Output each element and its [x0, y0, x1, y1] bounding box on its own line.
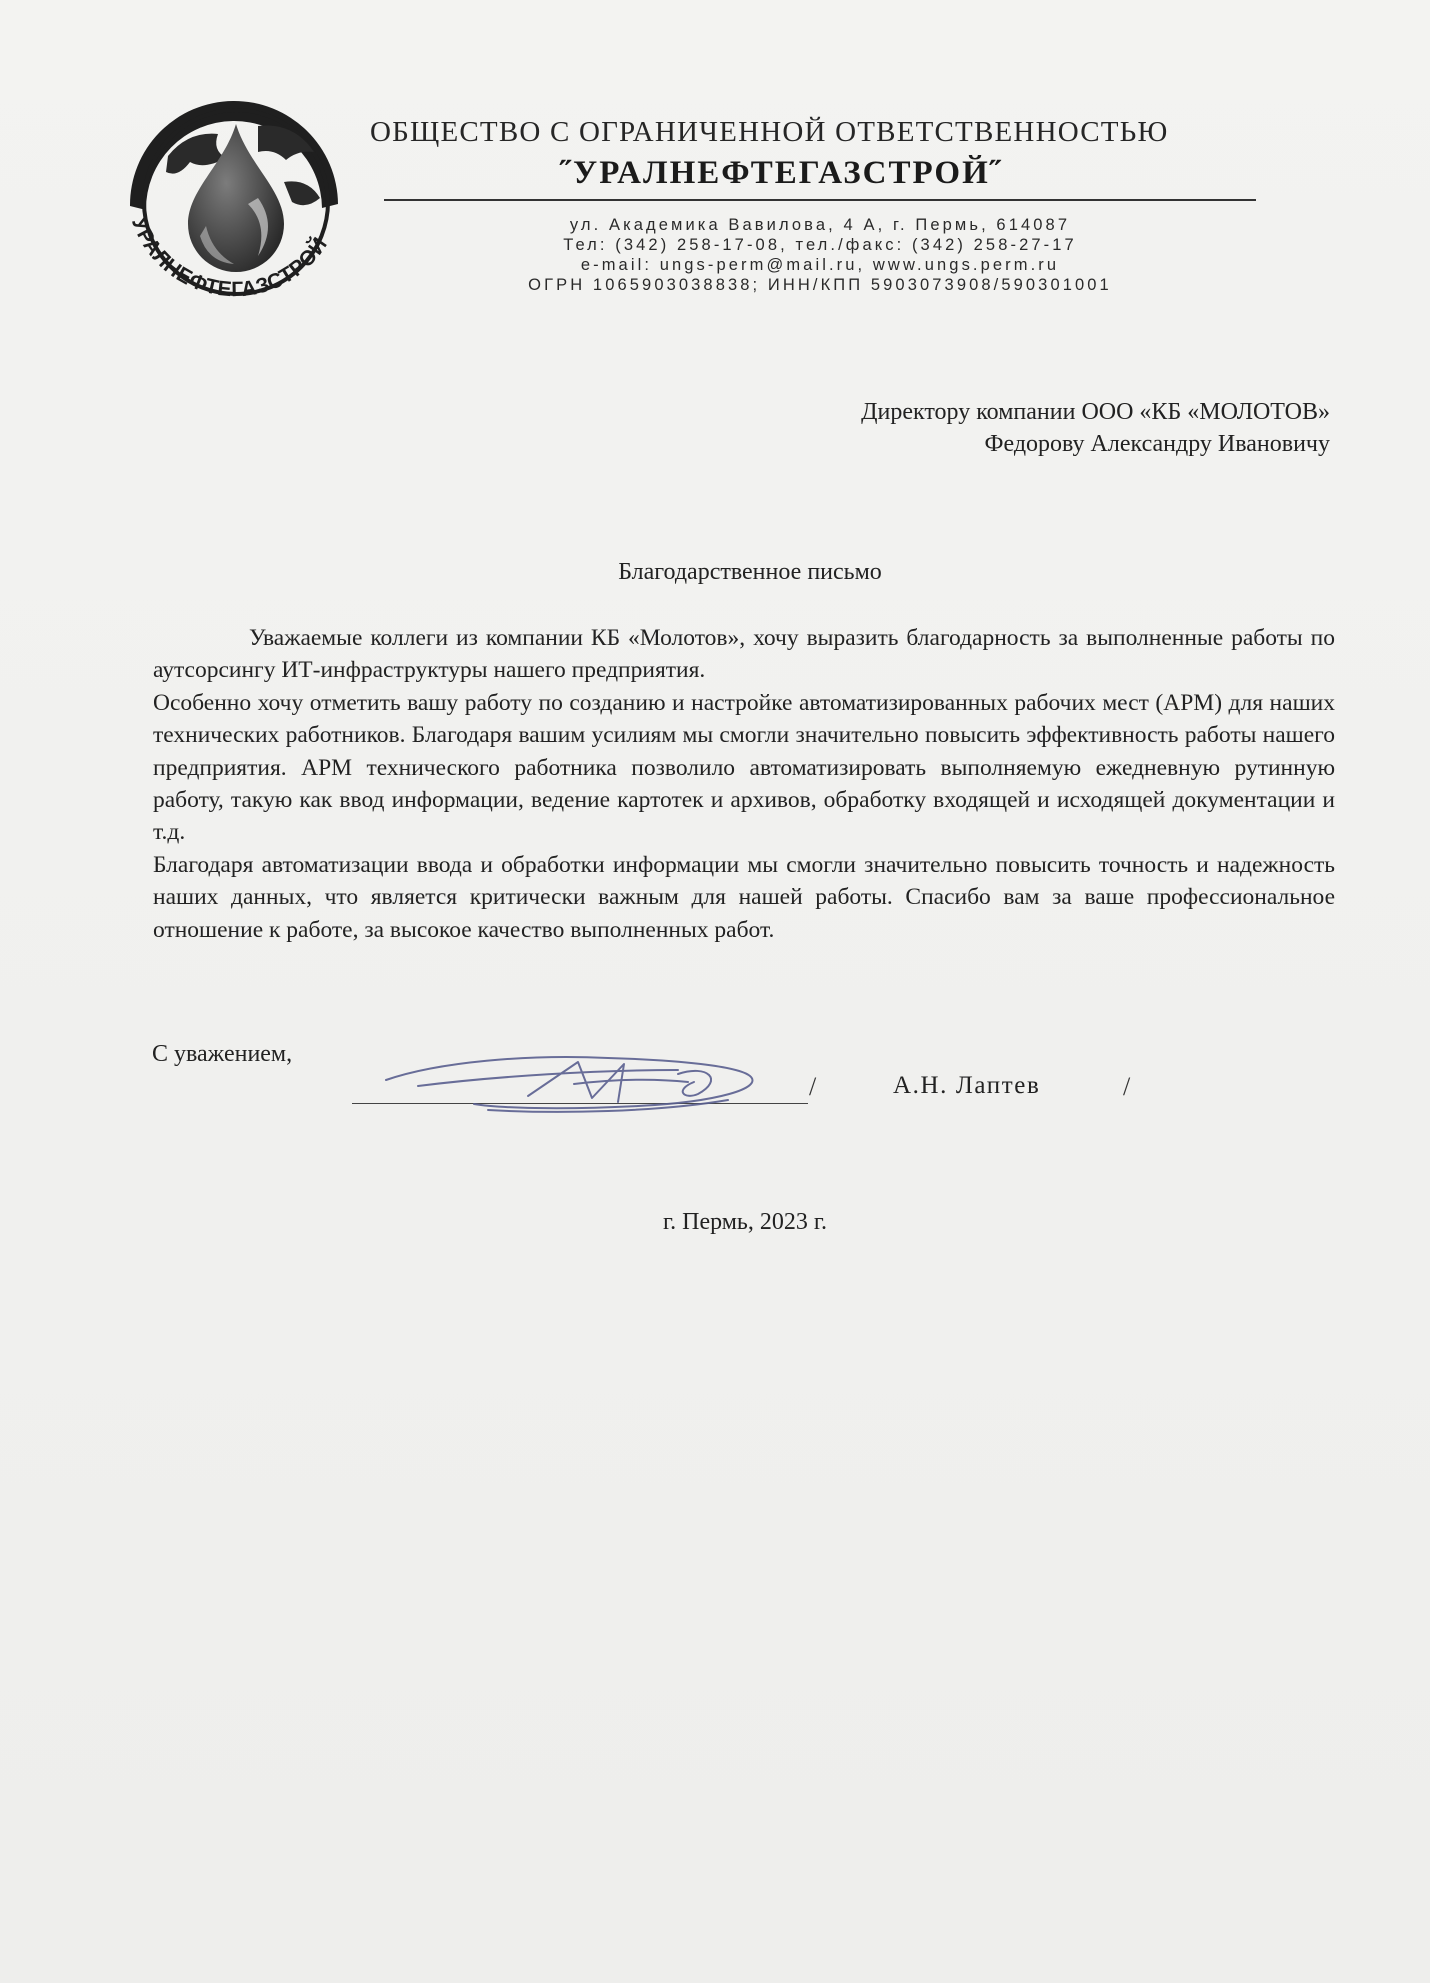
closing-text: С уважением,	[152, 1041, 293, 1067]
place-date: г. Пермь, 2023 г.	[662, 1209, 828, 1235]
contact-block	[380, 215, 1260, 295]
address-line: ул. Академика Вавилова, 4 А, г. Пермь, 614087	[569, 216, 1071, 234]
handwritten-signature	[378, 1040, 773, 1118]
signature-separator-end: /	[1123, 1072, 1131, 1101]
addressee-position: Директору компании ООО «КБ «МОЛОТОВ»	[861, 399, 1330, 425]
signature-separator: /	[809, 1072, 817, 1101]
org-form: ОБЩЕСТВО С ОГРАНИЧЕННОЙ ОТВЕТСТВЕННОСТЬЮ	[370, 116, 1169, 148]
letter-body	[153, 622, 1335, 946]
logo-text: УРАЛНЕФТЕГАЗСТРОЙ	[126, 214, 333, 302]
paragraph-3: Благодаря автоматизации ввода и обработки информации мы смогли значительно повысить точность и надежность наших данных, что является критически важным для нашей работы. Спасибо вам за ваше профессиональное отношение к работе, за высокое качество выполненных работ.	[153, 851, 1335, 943]
paragraph-2: Особенно хочу отметить вашу работу по созданию и настройке автоматизированных рабочих мест (АРМ) для наших технических работников. Благодаря вашим усилиям мы смогли значительно повысить эффективность работы нашего предприятия. АРМ технического работника позволило автоматизировать выполняемую ежедневную рутинную работу, такую как ввод информации, ведение картотек и архивов, обработку входящей и исходящей документации и т.д.	[153, 689, 1335, 846]
signer-name: А.Н. Лаптев	[893, 1072, 1041, 1099]
addressee-name: Федорову Александру Ивановичу	[984, 431, 1330, 457]
registration-line: ОГРН 1065903038838; ИНН/КПП 5903073908/590301001	[528, 276, 1112, 294]
paragraph-1: Уважаемые коллеги из компании КБ «Молотов», хочу выразить благодарность за выполненные работы по аутсорсингу ИТ-инфраструктуры нашего предприятия.	[153, 625, 1335, 684]
addressee-block	[630, 396, 1330, 460]
phone-line: Тел: (342) 258-17-08, тел./факс: (342) 258-27-17	[563, 236, 1077, 254]
email-web-line: e-mail: ungs-perm@mail.ru, www.ungs.perm.ru	[580, 256, 1060, 274]
company-name: ˝УРАЛНЕФТЕГАЗСТРОЙ˝	[560, 155, 1003, 191]
letterhead-divider	[384, 199, 1256, 201]
letter-title: Благодарственное письмо	[618, 559, 882, 585]
company-logo	[108, 86, 363, 326]
